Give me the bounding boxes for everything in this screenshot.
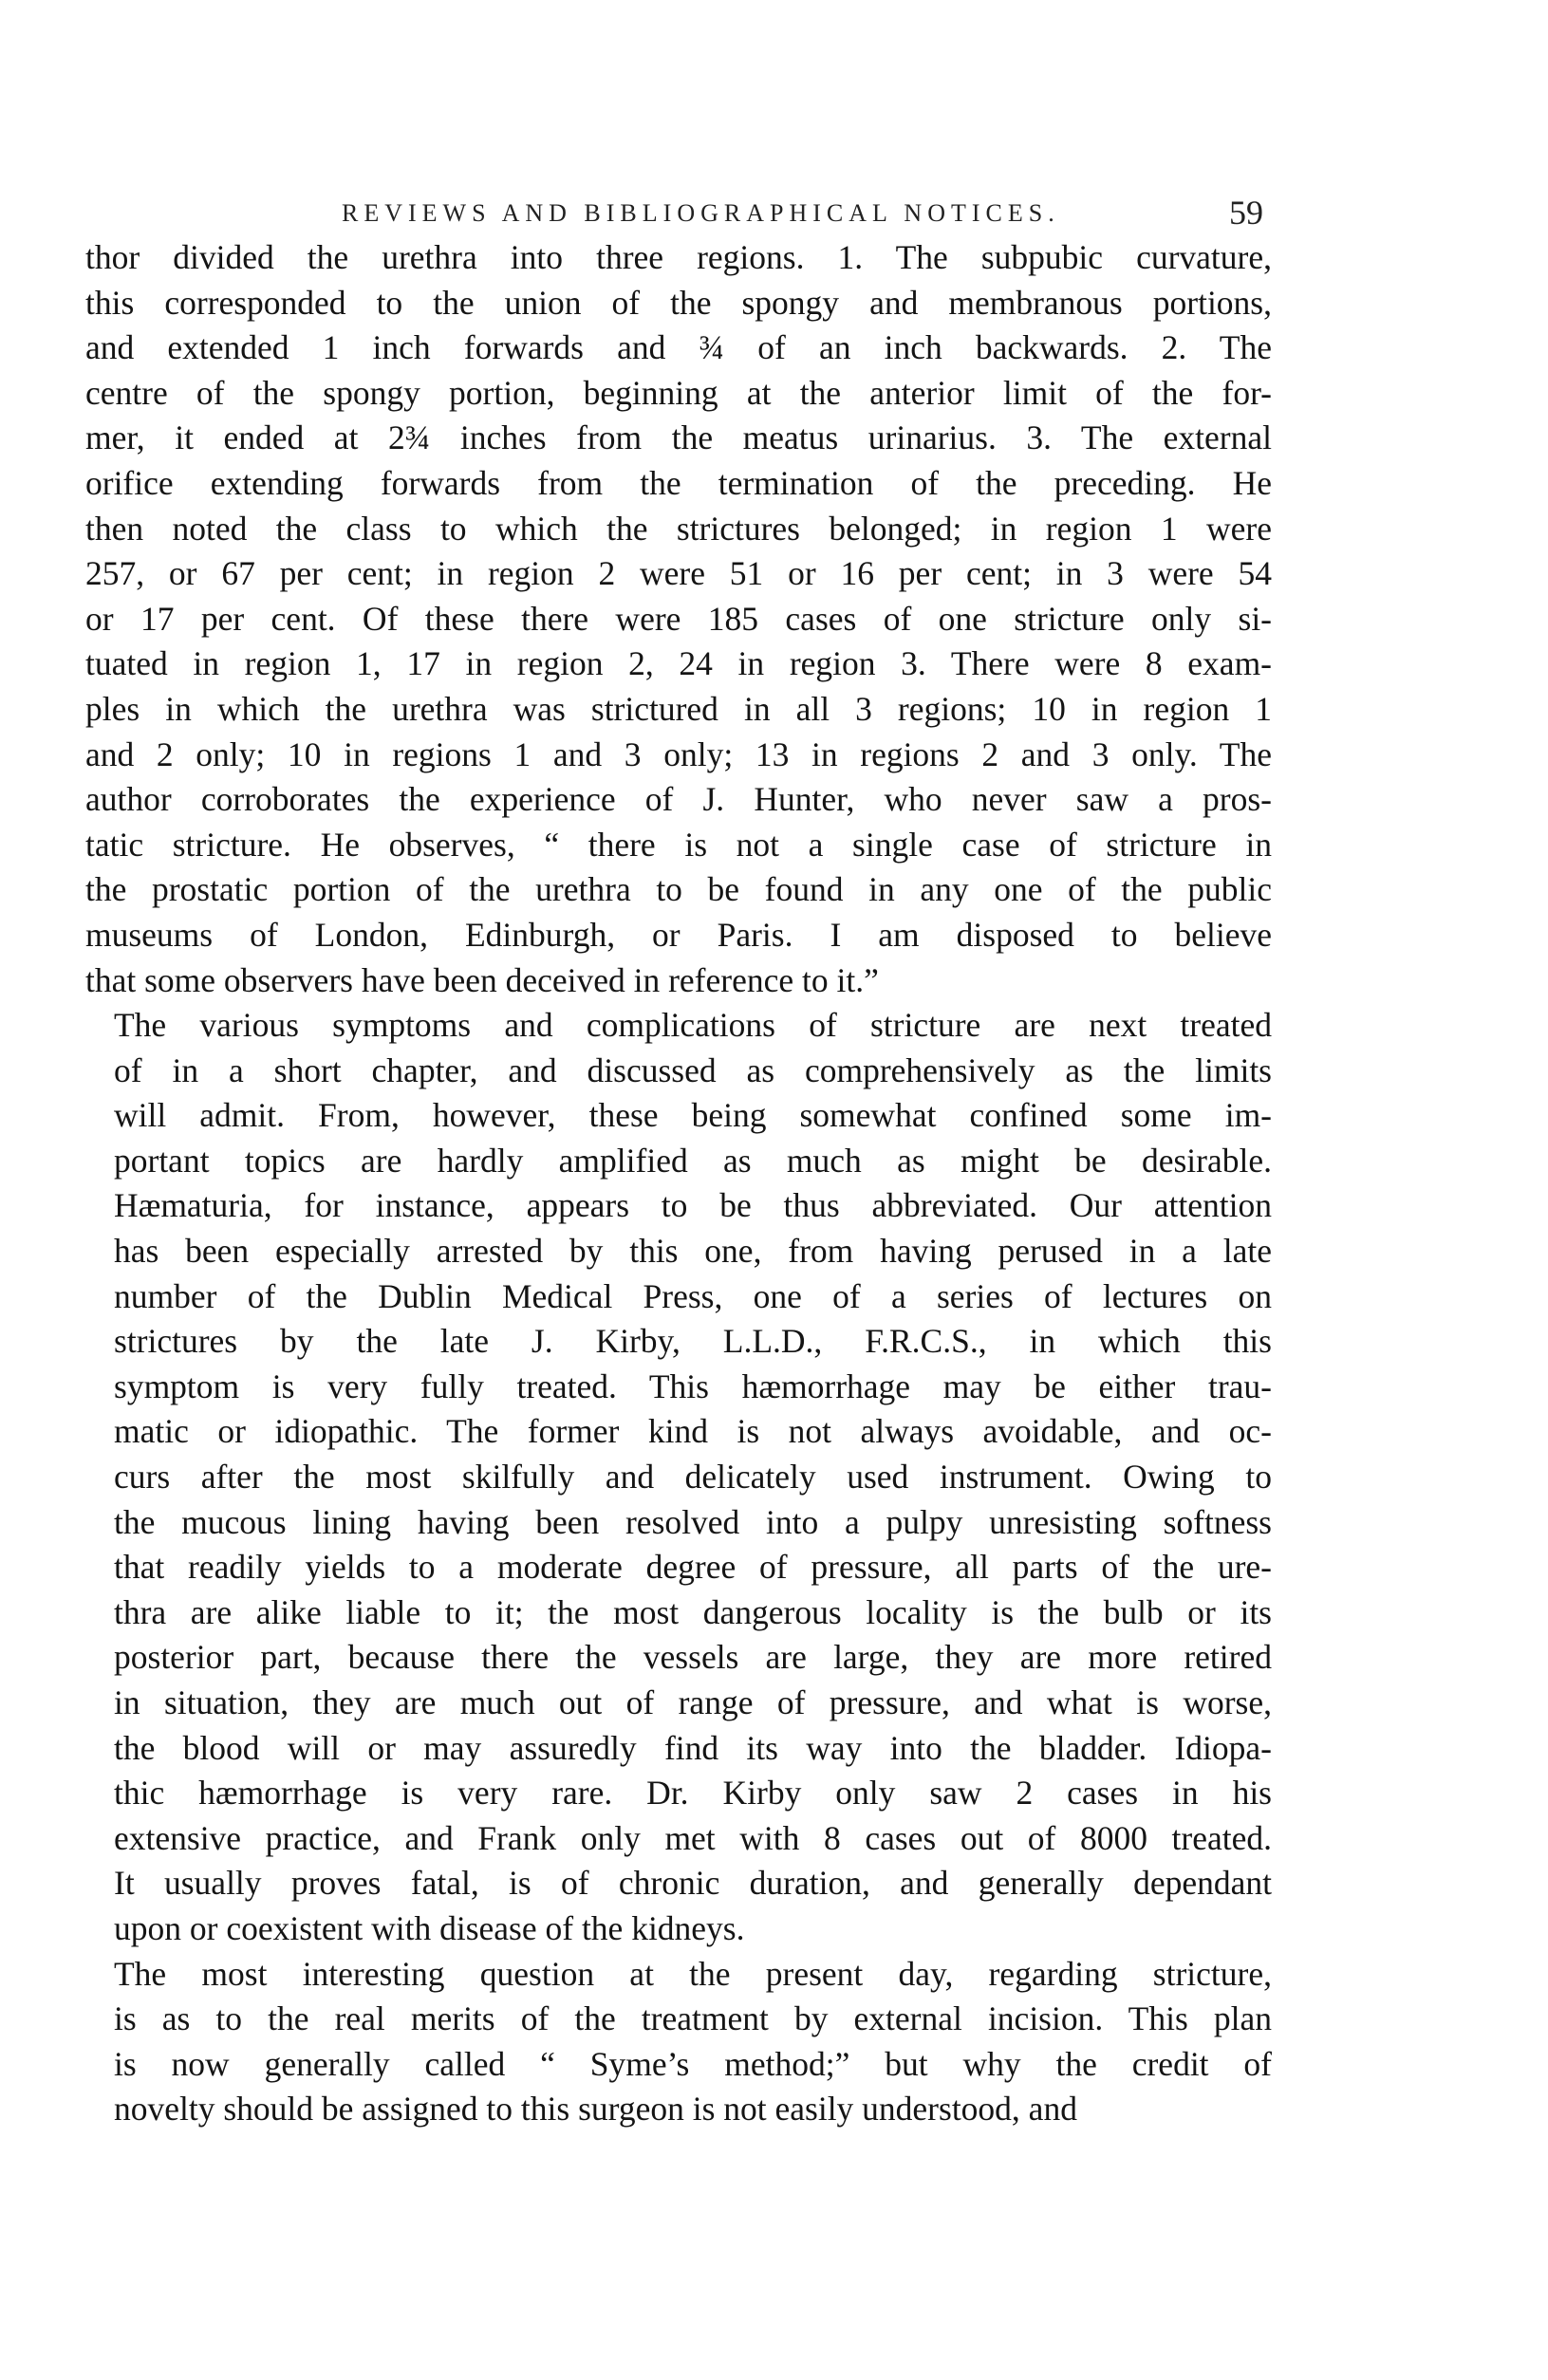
text-line: of in a short chapter, and discussed as comprehensively as the limits: [114, 1051, 1272, 1089]
text-line: posterior part, because there the vessels are large, they are more retired: [114, 1638, 1272, 1677]
text-line: and 2 only; 10 in regions 1 and 3 only; 13 in regions 2 and 3 only. The: [85, 734, 1272, 773]
text-line: mer, it ended at 2¾ inches from the meatus urinarius. 3. The external: [85, 418, 1272, 457]
text-line: the mucous lining having been resolved into a pulpy unresisting softness: [114, 1502, 1272, 1541]
text-line: in situation, they are much out of range of pressure, and what is worse,: [114, 1683, 1272, 1721]
text-line: thic hæmorrhage is very rare. Dr. Kirby only saw 2 cases in his: [114, 1774, 1272, 1813]
text-line: tuated in region 1, 17 in region 2, 24 in region 3. There were 8 exam-: [85, 644, 1272, 683]
running-head: REVIEWS AND BIBLIOGRAPHICAL NOTICES.: [342, 199, 1060, 227]
text-line: The most interesting question at the present day, regarding stricture,: [114, 1954, 1272, 1993]
text-line: will admit. From, however, these being somewhat confined some im-: [114, 1096, 1272, 1135]
text-line: then noted the class to which the strictures belonged; in region 1 were: [85, 509, 1272, 548]
text-line: portant topics are hardly amplified as much as might be desirable.: [114, 1141, 1272, 1180]
text-line: centre of the spongy portion, beginning at the anterior limit of the for-: [85, 373, 1272, 412]
text-line: matic or idiopathic. The former kind is not always avoidable, and oc-: [114, 1412, 1272, 1451]
text-line: strictures by the late J. Kirby, L.L.D., F.R.C.S., in which this: [114, 1322, 1272, 1361]
paragraph-1: [85, 235, 1272, 1003]
text-line: and extended 1 inch forwards and ¾ of an inch backwards. 2. The: [85, 328, 1272, 367]
text-line: It usually proves fatal, is of chronic duration, and generally dependant: [114, 1864, 1272, 1903]
text-line: 257, or 67 per cent; in region 2 were 51 or 16 per cent; in 3 were 54: [85, 554, 1272, 593]
text-line: symptom is very fully treated. This hæmorrhage may be either trau-: [114, 1367, 1272, 1405]
text-line: Hæmaturia, for instance, appears to be thus abbreviated. Our attention: [114, 1186, 1272, 1225]
page-number: 59: [1229, 194, 1263, 232]
text-line: this corresponded to the union of the spongy and membranous portions,: [85, 283, 1272, 322]
body-text: [85, 235, 1272, 2132]
text-line: upon or coexistent with disease of the kidneys.: [114, 1908, 745, 1947]
text-line: thor divided the urethra into three regions. 1. The subpubic curvature,: [85, 238, 1272, 276]
text-line: that readily yields to a moderate degree of pressure, all parts of the ure-: [114, 1548, 1272, 1587]
text-line: novelty should be assigned to this surgeon is not easily understood, and: [114, 2090, 1077, 2129]
text-line: ples in which the urethra was strictured in all 3 regions; 10 in region 1: [85, 689, 1272, 728]
text-line: curs after the most skilfully and delicately used instrument. Owing to: [114, 1458, 1272, 1497]
text-line: museums of London, Edinburgh, or Paris. I am disposed to believe: [85, 915, 1272, 954]
text-line: the prostatic portion of the urethra to be found in any one of the public: [85, 870, 1272, 909]
text-line: is now generally called “ Syme’s method;” but why the credit of: [114, 2044, 1272, 2083]
paragraph-2: [85, 1003, 1272, 1951]
text-line: The various symptoms and complications of stricture are next treated: [114, 1006, 1272, 1045]
text-line: number of the Dublin Medical Press, one of a series of lectures on: [114, 1276, 1272, 1315]
paragraph-3: [85, 1952, 1272, 2132]
text-line: orifice extending forwards from the termination of the preceding. He: [85, 463, 1272, 502]
text-line: or 17 per cent. Of these there were 185 cases of one stricture only si-: [85, 599, 1272, 638]
text-line: the blood will or may assuredly find its way into the bladder. Idiopa-: [114, 1728, 1272, 1767]
text-line: thra are alike liable to it; the most dangerous locality is the bulb or its: [114, 1592, 1272, 1631]
text-line: author corroborates the experience of J. Hunter, who never saw a pros-: [85, 780, 1272, 819]
text-line: extensive practice, and Frank only met with 8 cases out of 8000 treated.: [114, 1818, 1272, 1857]
text-line: that some observers have been deceived in reference to it.”: [85, 960, 879, 999]
text-line: tatic stricture. He observes, “ there is not a single case of stricture in: [85, 825, 1272, 864]
text-line: has been especially arrested by this one, from having perused in a late: [114, 1232, 1272, 1271]
text-line: is as to the real merits of the treatment by external incision. This plan: [114, 1999, 1272, 2038]
